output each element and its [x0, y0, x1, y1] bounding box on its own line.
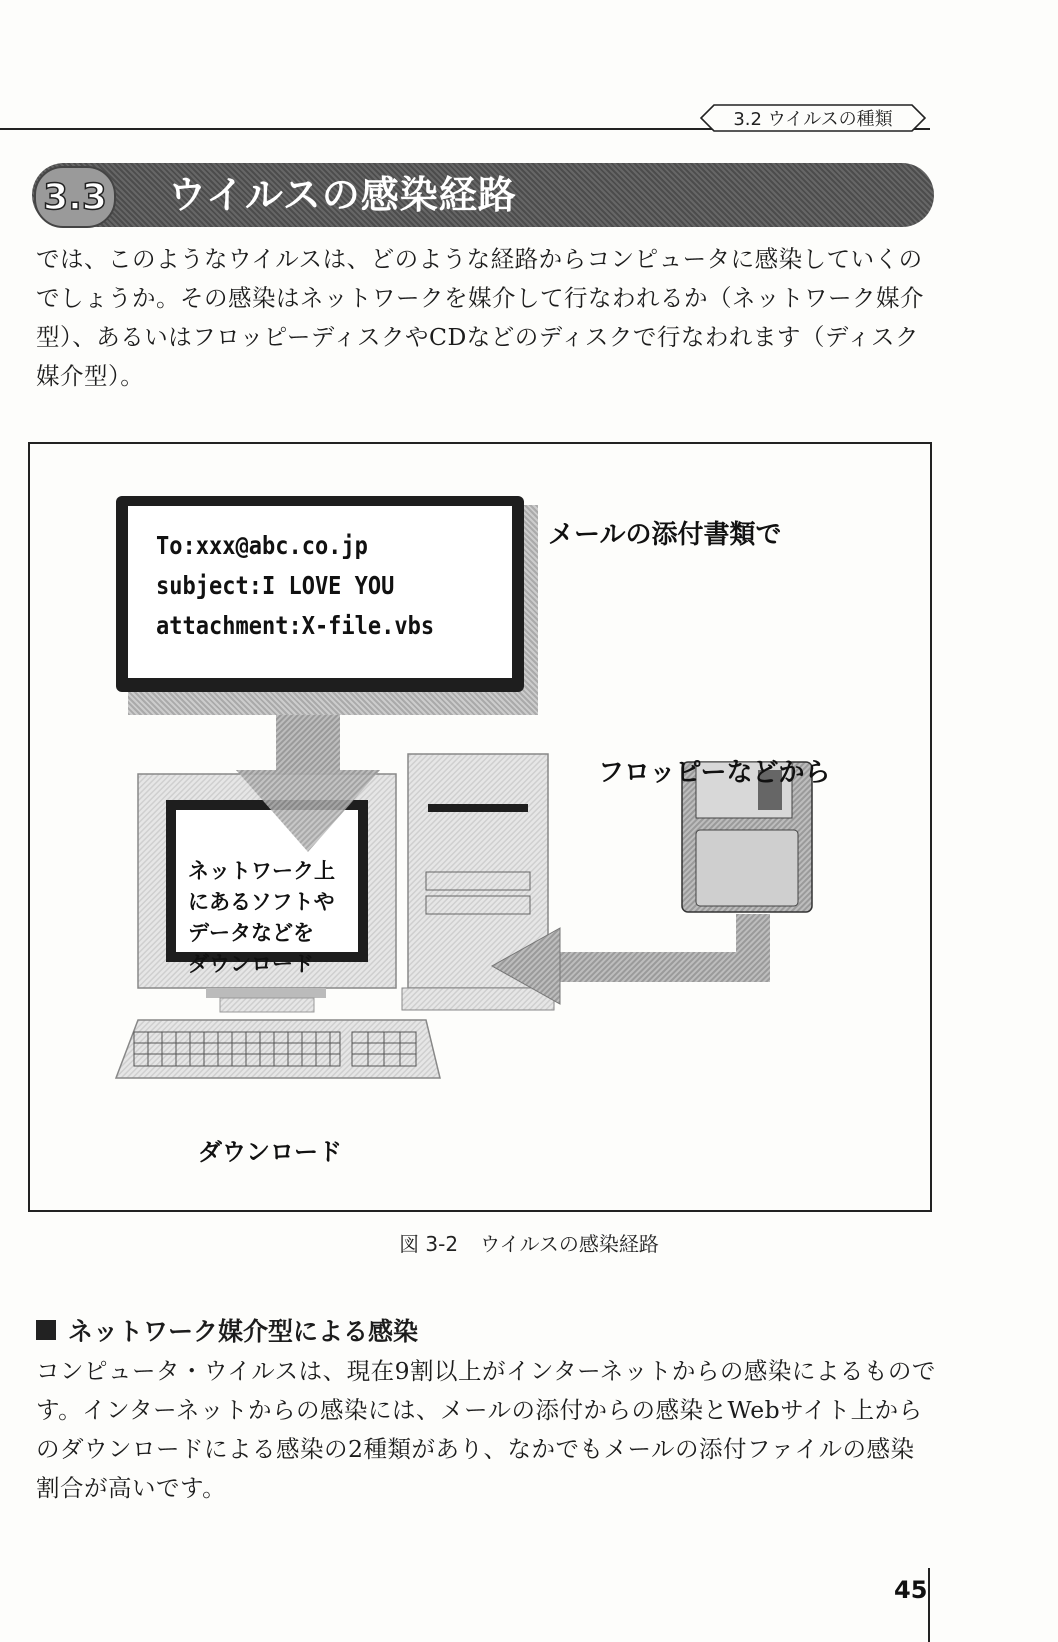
- figure-caption: [0, 1228, 1058, 1257]
- body-paragraph: コンピュータ・ウイルスは、現在9割以上がインターネットからの感染によるものです。インターネットからの感染には、メールの添付からの感染とWebサイト上からのダウンロードによる感染の2種類があり、なかでもメールの添付ファイルの感染割合が高いです。: [36, 1357, 936, 1502]
- subsection-heading-text: ネットワーク媒介型による感染: [68, 1317, 419, 1346]
- keyboard-icon: [116, 1020, 440, 1078]
- monitor-screen-text: [188, 856, 388, 980]
- square-bullet-icon: [36, 1320, 56, 1340]
- running-header-text: 3.2 ウイルスの種類: [733, 109, 893, 130]
- page-number-rule: [928, 1568, 930, 1642]
- intro-paragraph: では、このようなウイルスは、どのような経路からコンピュータに感染していくのでしょうか。その感染はネットワークを媒介して行なわれるか（ネットワーク媒介型）、あるいはフロッピーディスクやCDなどのディスクで行なわれます（ディスク媒介型）。: [36, 245, 924, 390]
- section-title: ウイルスの感染経路: [168, 173, 517, 217]
- email-attachment: attachment:X-file.vbs: [156, 611, 435, 640]
- email-to: To:xxx@abc.co.jp: [156, 531, 368, 560]
- section-number: 3.3: [34, 166, 116, 228]
- monitor-line: ダウンロード: [188, 952, 314, 976]
- running-header: [700, 104, 926, 132]
- subsection-heading: [36, 1312, 418, 1348]
- email-subject: subject:I LOVE YOU: [156, 571, 395, 600]
- monitor-line: データなどを: [188, 921, 314, 945]
- figure-caption-title: ウイルスの感染経路: [480, 1232, 659, 1256]
- monitor-line: ネットワーク上: [188, 859, 335, 883]
- page-number: 45: [894, 1576, 928, 1604]
- monitor-line: にあるソフトや: [188, 890, 335, 914]
- figure-caption-number: 図 3-2: [399, 1232, 459, 1256]
- floppy-caption: フロッピーなどから: [598, 758, 831, 788]
- email-text: [156, 526, 473, 646]
- email-caption: メールの添付書類で: [548, 520, 782, 550]
- download-caption: ダウンロード: [198, 1138, 342, 1166]
